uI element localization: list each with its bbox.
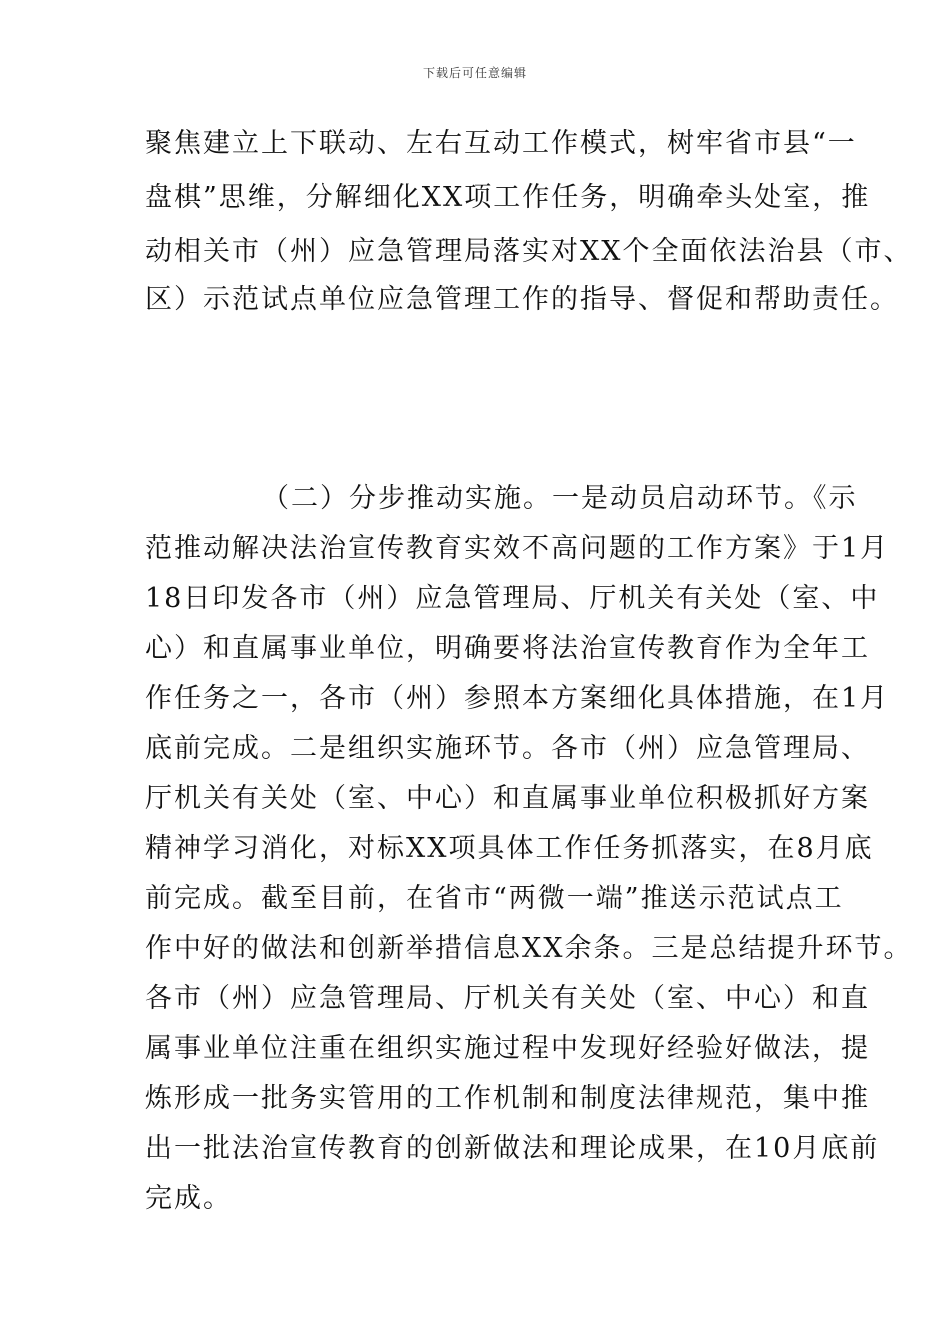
paragraph-line: 区）示范试点单位应急管理工作的指导、督促和帮助责任。 bbox=[145, 284, 899, 315]
paragraph-line: 心）和直属事业单位，明确要将法治宣传教育作为全年工 bbox=[145, 633, 870, 664]
paragraph-line: 前完成。截至目前，在省市“两微一端”推送示范试点工 bbox=[145, 883, 844, 914]
paragraph-line: 出一批法治宣传教育的创新做法和理论成果，在10月底前 bbox=[145, 1133, 880, 1164]
paragraph-line: 炼形成一批务实管用的工作机制和制度法律规范，集中推 bbox=[145, 1083, 870, 1114]
header-note: 下载后可任意编辑 bbox=[422, 66, 527, 80]
paragraph-line: 范推动解决法治宣传教育实效不高问题的工作方案》于1月 bbox=[145, 533, 890, 564]
paragraph-line: 作中好的做法和创新举措信息XX余条。三是总结提升环节。 bbox=[145, 933, 913, 964]
paragraph-line: 底前完成。二是组织实施环节。各市（州）应急管理局、 bbox=[145, 733, 870, 764]
paragraph-line: 属事业单位注重在组织实施过程中发现好经验好做法，提 bbox=[145, 1033, 870, 1064]
paragraph-line: 作任务之一，各市（州）参照本方案细化具体措施，在1月 bbox=[145, 683, 890, 714]
paragraph-line: 精神学习消化，对标XX项具体工作任务抓落实，在8月底 bbox=[145, 833, 874, 864]
paragraph-line: 各市（州）应急管理局、厅机关有关处（室、中心）和直 bbox=[145, 983, 870, 1014]
paragraph-line: 完成。 bbox=[145, 1183, 232, 1214]
paragraph-line: 聚焦建立上下联动、左右互动工作模式，树牢省市县“一 bbox=[145, 128, 857, 159]
paragraph-line: 动相关市（州）应急管理局落实对XX个全面依法治县（市、 bbox=[145, 236, 913, 267]
paragraph-line: 18日印发各市（州）应急管理局、厅机关有关处（室、中 bbox=[145, 583, 880, 614]
paragraph-line: （二）分步推动实施。一是动员启动环节。《示 bbox=[262, 483, 858, 514]
paragraph-line: 盘棋”思维，分解细化XX项工作任务，明确牵头处室，推 bbox=[145, 182, 871, 213]
paragraph-line: 厅机关有关处（室、中心）和直属事业单位积极抓好方案 bbox=[145, 783, 870, 814]
